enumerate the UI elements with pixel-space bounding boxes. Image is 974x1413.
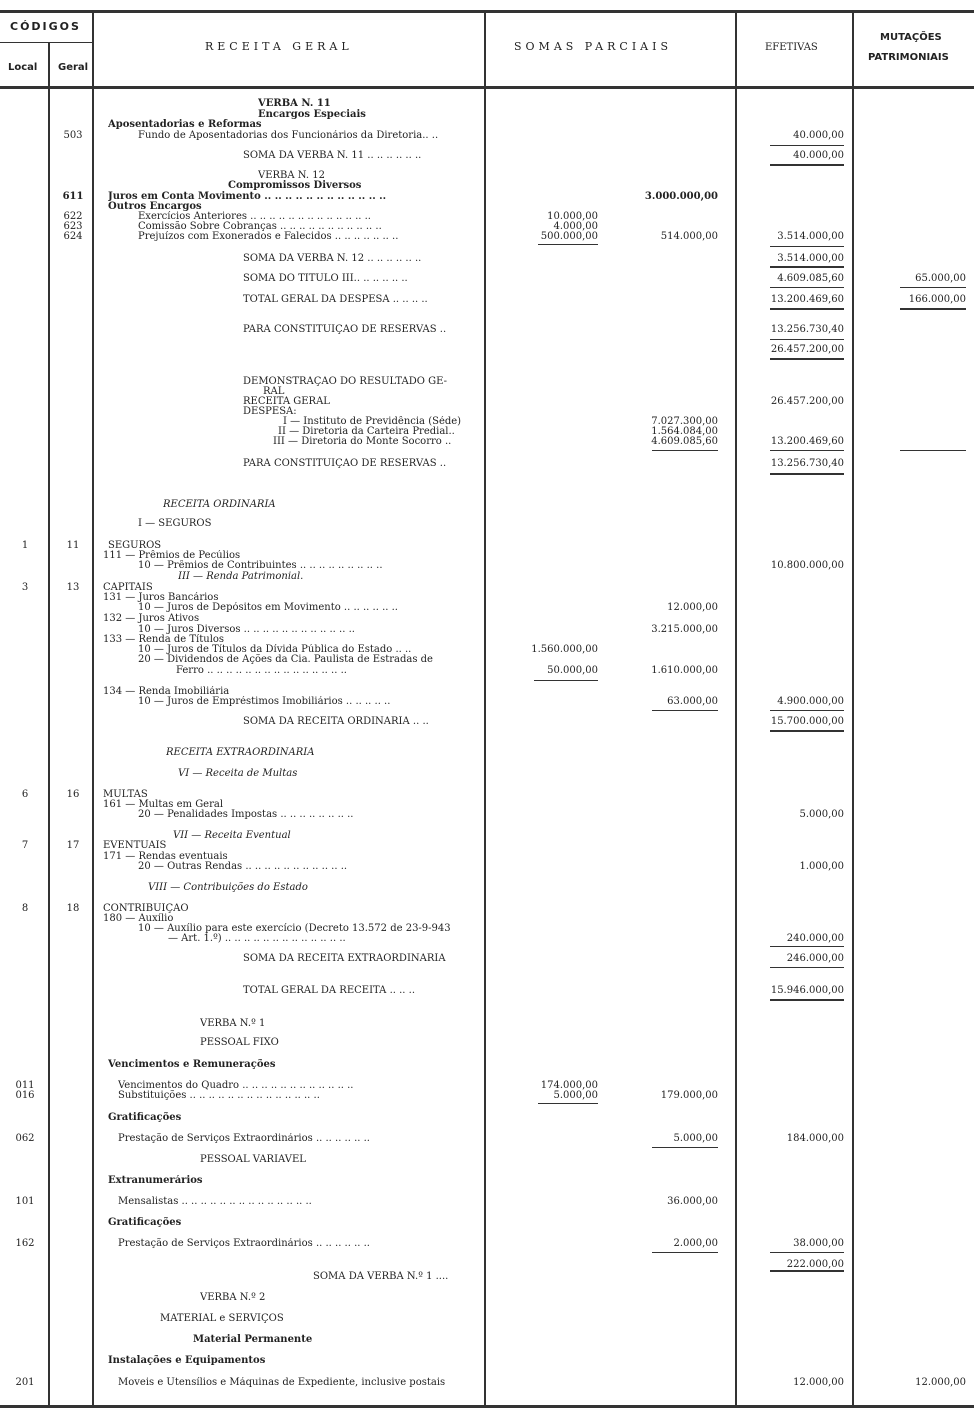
header-codigos: CÓDIGOS xyxy=(10,20,81,33)
sum-underline xyxy=(534,680,598,681)
header-efetivas: EFETIVAS xyxy=(765,42,818,53)
ledger-row xyxy=(0,861,974,872)
partial-sum-total: 1.610.000,00 xyxy=(651,665,718,676)
description: Prejuízos com Exonerados e Falecidos .. .. .. .. .. .. .. xyxy=(138,231,399,242)
description: Encargos Especiais xyxy=(258,109,366,120)
ledger-row xyxy=(0,602,974,613)
description: 10 — Juros de Empréstimos Imobiliários .. .. .. .. .. xyxy=(138,696,391,707)
ledger-row xyxy=(0,1037,974,1048)
partial-sum: 174.000,00 xyxy=(540,1080,598,1091)
ledger-row xyxy=(0,231,974,242)
description: III — Diretoria do Monte Socorro .. xyxy=(273,436,452,447)
ledger-row xyxy=(0,1059,974,1070)
geral-code: 16 xyxy=(66,789,80,800)
description: VII — Receita Eventual xyxy=(173,830,291,841)
sum-underline xyxy=(900,308,966,310)
patrimonial-mutation: 65.000,00 xyxy=(915,273,966,284)
partial-sum-total: 514.000,00 xyxy=(660,231,718,242)
geral-code: 13 xyxy=(66,582,80,593)
sum-underline xyxy=(652,450,718,451)
sum-underline xyxy=(770,473,844,475)
description: SOMA DO TÍTULO III.. .. .. .. .. .. xyxy=(243,273,408,284)
sum-underline xyxy=(538,244,598,245)
geral-code: 11 xyxy=(66,540,80,551)
sum-underline xyxy=(770,246,844,247)
ledger-row xyxy=(0,953,974,964)
description: RECEITA ORDINÁRIA xyxy=(163,499,276,510)
local-code: 3 xyxy=(21,582,29,593)
effective-value: 4.900.000,00 xyxy=(777,696,844,707)
local-code: 011 xyxy=(15,1080,35,1091)
ledger-row xyxy=(0,665,974,676)
description: PARA CONSTITUIÇÃO DE RESERVAS .. xyxy=(243,458,447,469)
ledger-row xyxy=(0,1090,974,1101)
sum-underline xyxy=(770,967,844,968)
partial-sum: 10.000,00 xyxy=(547,211,598,222)
description: VERBA N.º 1 xyxy=(200,1018,266,1029)
effective-value: 222.000,00 xyxy=(786,1259,844,1270)
sum-underline xyxy=(770,145,844,146)
sum-underline xyxy=(770,164,844,166)
description: 10 — Auxílio para este exercício (Decreto 13.572 de 23-9-943 xyxy=(138,923,451,934)
ledger-row xyxy=(0,1259,974,1270)
description: MULTAS xyxy=(103,789,148,800)
ledger-row xyxy=(0,1313,974,1324)
ledger-row xyxy=(0,809,974,820)
description: VERBA N. 12 xyxy=(258,170,325,181)
description: Substituições .. .. .. .. .. .. .. .. .. .. .. .. .. .. xyxy=(118,1090,320,1101)
ledger-row xyxy=(0,344,974,355)
description: Gratificações xyxy=(108,1112,182,1123)
effective-value: 15.946.000,00 xyxy=(770,985,844,996)
description: CAPITAIS xyxy=(103,582,153,593)
ledger-row xyxy=(0,518,974,529)
description: Compromissos Diversos xyxy=(228,180,362,191)
description: Prestação de Serviços Extraordinários .. .. .. .. .. .. xyxy=(118,1238,370,1249)
ledger-row xyxy=(0,324,974,335)
description: I — SEGUROS xyxy=(138,518,212,529)
effective-value: 38.000,00 xyxy=(793,1238,844,1249)
partial-sum: 5.000,00 xyxy=(553,1090,598,1101)
ledger-row xyxy=(0,150,974,161)
effective-value: 10.800.000,00 xyxy=(770,560,844,571)
description: 133 — Renda de Títulos xyxy=(103,634,225,645)
ledger-row xyxy=(0,273,974,284)
description: VERBA N.º 2 xyxy=(200,1292,266,1303)
header-geral: Geral xyxy=(58,62,89,73)
description: Exercícios Anteriores .. .. .. .. .. .. .. .. .. .. .. .. .. xyxy=(138,211,371,222)
geral-code: 624 xyxy=(63,231,83,242)
description: Prestação de Serviços Extraordinários .. .. .. .. .. .. xyxy=(118,1133,370,1144)
sum-underline xyxy=(770,358,844,360)
description: Juros em Conta Movimento .. .. .. .. .. .. .. .. .. .. .. .. xyxy=(108,191,387,202)
ledger-row xyxy=(0,696,974,707)
effective-value: 184.000,00 xyxy=(786,1133,844,1144)
patrimonial-mutation: 166.000,00 xyxy=(908,294,966,305)
description: Mensalistas .. .. .. .. .. .. .. .. .. .. .. .. .. .. xyxy=(118,1196,312,1207)
effective-value: 1.000,00 xyxy=(799,861,844,872)
effective-value: 40.000,00 xyxy=(793,130,844,141)
ledger-row xyxy=(0,458,974,469)
description: 20 — Dividendos de Ações da Cia. Paulista de Estradas de xyxy=(138,654,433,665)
partial-sum: 500.000,00 xyxy=(540,231,598,242)
geral-code: 622 xyxy=(63,211,83,222)
ledger-row xyxy=(0,985,974,996)
effective-value: 12.000,00 xyxy=(793,1377,844,1388)
ledger-row xyxy=(0,716,974,727)
description: VI — Receita de Multas xyxy=(178,768,298,779)
sum-underline xyxy=(652,710,718,711)
description: PESSOAL FIXO xyxy=(200,1037,279,1048)
sum-underline xyxy=(652,1252,718,1253)
patrimonial-mutation: 12.000,00 xyxy=(915,1377,966,1388)
effective-value: 26.457.200,00 xyxy=(770,344,844,355)
effective-value: 4.609.085,60 xyxy=(777,273,844,284)
sum-underline xyxy=(770,266,844,268)
ledger-row xyxy=(0,1175,974,1186)
sum-underline xyxy=(770,450,844,451)
ledger-row xyxy=(0,840,974,851)
local-code: 6 xyxy=(21,789,29,800)
effective-value: 13.200.469,60 xyxy=(770,436,844,447)
sum-underline xyxy=(770,999,844,1001)
description: SOMA DA VERBA N.º 1 .... xyxy=(313,1271,449,1282)
description: 132 — Juros Ativos xyxy=(103,613,200,624)
description: 20 — Penalidades Impostas .. .. .. .. .. .. .. .. xyxy=(138,809,354,820)
local-code: 016 xyxy=(15,1090,35,1101)
ledger-row xyxy=(0,1355,974,1366)
ledger-row xyxy=(0,180,974,191)
partial-sum-total: 1.564.084,00 xyxy=(651,426,718,437)
sum-underline xyxy=(900,450,966,451)
effective-value: 3.514.000,00 xyxy=(777,253,844,264)
partial-sum-total: 7.027.300,00 xyxy=(651,416,718,427)
effective-value: 13.256.730,40 xyxy=(770,324,844,335)
ledger-row xyxy=(0,1334,974,1345)
sum-underline xyxy=(770,287,844,288)
local-code: 162 xyxy=(15,1238,35,1249)
sum-underline xyxy=(900,287,966,288)
description: EVENTUAIS xyxy=(103,840,167,851)
partial-sum: 50.000,00 xyxy=(547,665,598,676)
description: Instalações e Equipamentos xyxy=(108,1355,266,1366)
geral-code: 18 xyxy=(66,903,80,914)
description: Moveis e Utensílios e Máquinas de Expediente, inclusive postais xyxy=(118,1377,446,1388)
geral-code: 611 xyxy=(62,191,84,202)
ledger-row xyxy=(0,933,974,944)
ledger-row xyxy=(0,253,974,264)
description: Gratificações xyxy=(108,1217,182,1228)
description: 20 — Outras Rendas .. .. .. .. .. .. .. .. .. .. .. xyxy=(138,861,348,872)
sum-underline xyxy=(770,710,844,711)
ledger-row xyxy=(0,560,974,571)
description: 10 — Juros Diversos .. .. .. .. .. .. .. .. .. .. .. .. xyxy=(138,624,355,635)
ledger-row xyxy=(0,768,974,779)
partial-sum: 1.560.000,00 xyxy=(531,644,598,655)
top-border xyxy=(0,10,974,13)
description: DESPESA: xyxy=(243,406,297,417)
local-code: 8 xyxy=(21,903,29,914)
ledger-row xyxy=(0,1196,974,1207)
description: SOMA DA RECEITA EXTRAORDINÁRIA xyxy=(243,953,446,964)
description: Extranumerários xyxy=(108,1175,203,1186)
effective-value: 13.256.730,40 xyxy=(770,458,844,469)
partial-sum-total: 3.215.000,00 xyxy=(651,624,718,635)
ledger-row xyxy=(0,1238,974,1249)
description: SOMA DA VERBA N. 12 .. .. .. .. .. .. xyxy=(243,253,422,264)
description: PARA CONSTITUIÇÃO DE RESERVAS .. xyxy=(243,324,447,335)
description: MATERIAL e SERVIÇOS xyxy=(160,1313,284,1324)
description: 10 — Juros de Depósitos em Movimento .. .. .. .. .. .. xyxy=(138,602,398,613)
effective-value: 13.200.469,60 xyxy=(770,294,844,305)
description: VIII — Contribuições do Estado xyxy=(148,882,308,893)
local-code: 062 xyxy=(15,1133,35,1144)
ledger-row xyxy=(0,1154,974,1165)
partial-sum-total: 5.000,00 xyxy=(673,1133,718,1144)
header-bottom-border xyxy=(0,86,974,89)
description: Fundo de Aposentadorias dos Funcionários da Diretoria.. .. xyxy=(138,130,439,141)
description: 111 — Prêmios de Pecúlios xyxy=(103,550,241,561)
effective-value: 26.457.200,00 xyxy=(770,396,844,407)
ledger-row xyxy=(0,1377,974,1388)
description: I — Instituto de Previdência (Séde) xyxy=(283,416,462,427)
sum-underline xyxy=(770,1252,844,1253)
description: PESSOAL VARIAVEL xyxy=(200,1154,306,1165)
header-patrimoniais: PATRIMONIAIS xyxy=(868,52,949,63)
description: Aposentadorias e Reformas xyxy=(108,119,262,130)
ledger-row xyxy=(0,1292,974,1303)
partial-sum-total: 36.000,00 xyxy=(667,1196,718,1207)
sum-underline xyxy=(770,946,844,947)
description: II — Diretoria da Carteira Predial.. xyxy=(278,426,455,437)
sum-underline xyxy=(770,339,844,340)
ledger-row xyxy=(0,130,974,141)
bottom-border xyxy=(0,1405,974,1408)
ledger-row xyxy=(0,1217,974,1228)
description: DEMONSTRAÇÃO DO RESULTADO GE- xyxy=(243,376,447,387)
description: 10 — Prêmios de Contribuintes .. .. .. .. .. .. .. .. .. xyxy=(138,560,383,571)
ledger-row xyxy=(0,294,974,305)
ledger-row xyxy=(0,571,974,582)
ledger-row xyxy=(0,119,974,130)
partial-sum-total: 63.000,00 xyxy=(667,696,718,707)
description: Vencimentos do Quadro .. .. .. .. .. .. .. .. .. .. .. .. xyxy=(118,1080,354,1091)
description: — Art. 1.º) .. .. .. .. .. .. .. .. .. .. .. .. .. xyxy=(168,933,346,944)
description: SEGUROS xyxy=(108,540,162,551)
geral-code: 623 xyxy=(63,221,83,232)
geral-code: 17 xyxy=(66,840,80,851)
partial-sum-total: 2.000,00 xyxy=(673,1238,718,1249)
description: RAL xyxy=(263,386,285,397)
description: 171 — Rendas eventuais xyxy=(103,851,228,862)
sum-underline xyxy=(538,1103,598,1104)
partial-sum-total: 3.000.000,00 xyxy=(644,191,718,202)
description: RECEITA EXTRAORDINÁRIA xyxy=(166,747,315,758)
ledger-row xyxy=(0,1018,974,1029)
ledger-row xyxy=(0,747,974,758)
local-code: 101 xyxy=(15,1196,35,1207)
sum-underline xyxy=(652,1147,718,1148)
description: TOTAL GERAL DA DESPESA .. .. .. .. xyxy=(243,294,428,305)
header-local: Local xyxy=(8,62,38,73)
ledger-row xyxy=(0,613,974,624)
description: Ferro .. .. .. .. .. .. .. .. .. .. .. .. .. .. .. xyxy=(176,665,347,676)
description: SOMA DA VERBA N. 11 .. .. .. .. .. .. xyxy=(243,150,422,161)
local-code: 7 xyxy=(21,840,29,851)
partial-sum: 4.000,00 xyxy=(553,221,598,232)
local-code: 1 xyxy=(21,540,29,551)
effective-value: 3.514.000,00 xyxy=(777,231,844,242)
description: III — Renda Patrimonial. xyxy=(178,571,304,582)
ledger-row xyxy=(0,98,974,109)
description: Outros Encargos xyxy=(108,201,202,212)
description: SOMA DA RECEITA ORDINÁRIA .. .. xyxy=(243,716,429,727)
sum-underline xyxy=(770,308,844,310)
description: 180 — Auxílio xyxy=(103,913,174,924)
effective-value: 240.000,00 xyxy=(786,933,844,944)
ledger-row xyxy=(0,436,974,447)
header-mutacoes: MUTAÇÕES xyxy=(880,32,942,43)
description: RECEITA GERAL xyxy=(243,396,330,407)
ledger-row xyxy=(0,1112,974,1123)
ledger-row xyxy=(0,1271,974,1282)
description: VERBA N. 11 xyxy=(258,98,331,109)
ledger-row xyxy=(0,882,974,893)
codigos-divider xyxy=(0,42,92,43)
partial-sum-total: 179.000,00 xyxy=(660,1090,718,1101)
partial-sum-total: 4.609.085,60 xyxy=(651,436,718,447)
description: Comissão Sobre Cobranças .. .. .. .. .. .. .. .. .. .. .. xyxy=(138,221,382,232)
description: CONTRIBUIÇÃO xyxy=(103,903,189,914)
description: TOTAL GERAL DA RECEITA .. .. .. xyxy=(243,985,415,996)
description: Material Permanente xyxy=(193,1334,313,1345)
header-somas-parciais: SOMAS PARCIAIS xyxy=(514,40,672,53)
description: 131 — Juros Bancários xyxy=(103,592,219,603)
geral-code: 503 xyxy=(63,130,83,141)
effective-value: 15.700.000,00 xyxy=(770,716,844,727)
ledger-row xyxy=(0,654,974,665)
ledger-row xyxy=(0,499,974,510)
effective-value: 5.000,00 xyxy=(799,809,844,820)
description: 134 — Renda Imobiliária xyxy=(103,686,230,697)
partial-sum-total: 12.000,00 xyxy=(667,602,718,613)
description: Vencimentos e Remunerações xyxy=(108,1059,276,1070)
ledger-row xyxy=(0,1133,974,1144)
sum-underline xyxy=(770,730,844,732)
header-receita-geral: RECEITA GERAL xyxy=(205,40,353,53)
effective-value: 40.000,00 xyxy=(793,150,844,161)
local-code: 201 xyxy=(15,1377,35,1388)
description: 10 — Juros de Títulos da Dívida Pública do Estado .. .. xyxy=(138,644,412,655)
description: 161 — Multas em Geral xyxy=(103,799,224,810)
effective-value: 246.000,00 xyxy=(786,953,844,964)
